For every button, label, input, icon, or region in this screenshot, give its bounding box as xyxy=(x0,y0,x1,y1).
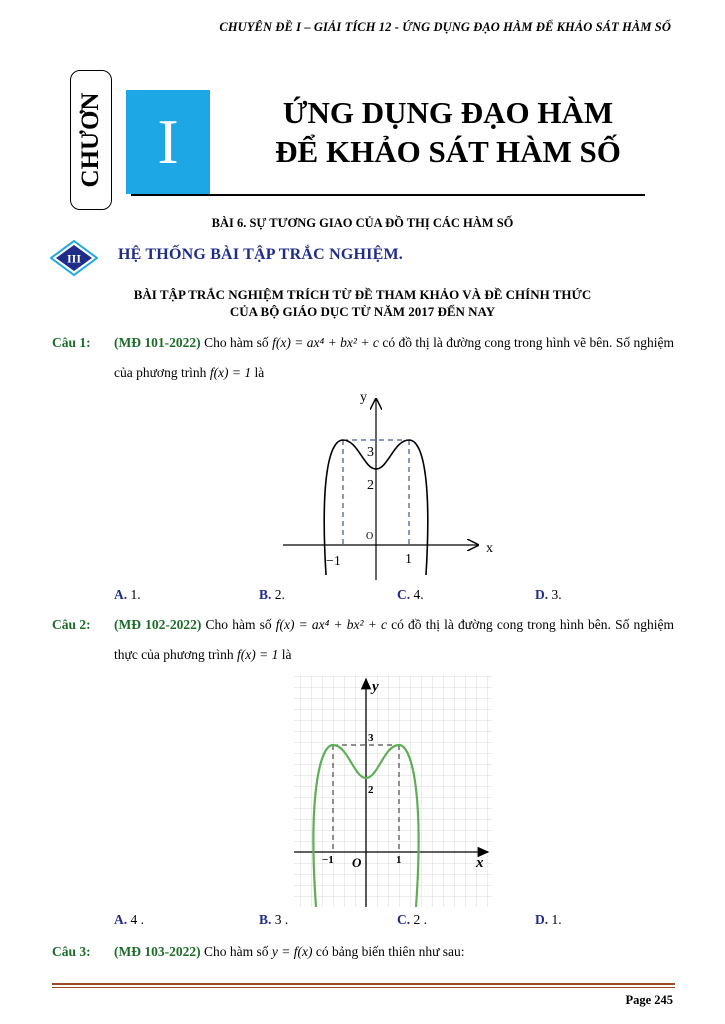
chapter-tab xyxy=(70,70,112,210)
q2-grid xyxy=(294,675,492,907)
exercise-heading-line1: BÀI TẬP TRẮC NGHIỆM TRÍCH TỪ ĐỀ THAM KHẢO VÀ ĐỀ CHÍNH THỨC xyxy=(133,287,592,302)
q2-tick-neg: −1 xyxy=(322,854,334,866)
question-1-option-c[interactable] xyxy=(397,587,424,603)
question-1-option-b[interactable] xyxy=(259,587,285,603)
question-2-option-a[interactable] xyxy=(114,912,144,928)
option-letter: C. xyxy=(397,912,411,927)
question-3-text-b: có bảng biến thiên như sau: xyxy=(312,944,465,959)
q1-y-max-label: 3 xyxy=(367,445,374,460)
question-3-function: y = f(x) xyxy=(271,944,313,959)
page-number: Page 245 xyxy=(625,993,673,1007)
option-value: 2. xyxy=(271,587,285,602)
running-header: CHUYÊN ĐỀ I – GIẢI TÍCH 12 - ỨNG DỤNG ĐẠO HÀM ĐỂ KHẢO SÁT HÀM SỐ xyxy=(219,20,671,34)
question-1-option-d[interactable] xyxy=(535,587,562,603)
question-2-option-d[interactable] xyxy=(535,912,562,928)
chapter-numeral: I xyxy=(126,90,210,194)
q2-origin-label: O xyxy=(352,855,362,870)
lesson-title: BÀI 6. SỰ TƯƠNG GIAO CỦA ĐỒ THỊ CÁC HÀM SỐ xyxy=(211,216,514,230)
question-2-text-b: có đồ thị là đường cong trong hình bên. Số nghiệm thực của phương trình xyxy=(114,617,674,662)
footer-rule xyxy=(52,983,675,985)
option-value: 1. xyxy=(127,587,141,602)
chapter-title xyxy=(228,94,668,172)
q1-y-min-label: 2 xyxy=(367,478,374,493)
question-3-source: (MĐ 103-2022) xyxy=(114,944,201,959)
section-badge-text: III xyxy=(66,251,82,266)
q1-y-label: y xyxy=(360,390,367,405)
q2-x-label: x xyxy=(476,855,484,871)
title-rule xyxy=(131,194,645,196)
q2-tick-pos: 1 xyxy=(396,854,402,866)
question-1-label: Câu 1: xyxy=(52,335,91,350)
question-1-source: (MĐ 101-2022) xyxy=(114,335,201,350)
question-1-option-a[interactable] xyxy=(114,587,141,603)
question-1-text xyxy=(114,328,674,388)
question-2-text-c: là xyxy=(278,647,292,662)
question-1-text-b: có đồ thị là đường cong trong hình vẽ bên. Số nghiệm của phương trình xyxy=(114,335,674,380)
option-letter: A. xyxy=(114,587,128,602)
q1-x-label: x xyxy=(486,541,493,556)
option-letter: A. xyxy=(114,912,128,927)
q1-tick-pos: 1 xyxy=(405,552,412,567)
question-3-text xyxy=(114,937,674,967)
section-badge xyxy=(50,240,98,276)
question-2-text xyxy=(114,610,674,670)
q1-tick-neg: −1 xyxy=(326,554,341,569)
question-1-text-a: Cho hàm số xyxy=(200,335,273,350)
question-2-source: (MĐ 102-2022) xyxy=(114,617,202,632)
option-letter: D. xyxy=(535,912,549,927)
exercise-heading xyxy=(0,287,725,321)
question-1-graph xyxy=(278,385,508,585)
section-title: HỆ THỐNG BÀI TẬP TRẮC NGHIỆM. xyxy=(118,246,403,263)
option-value: 3. xyxy=(548,587,562,602)
question-3-text-a: Cho hàm số xyxy=(200,944,272,959)
footer-rule-thin xyxy=(52,987,675,988)
option-value: 4. xyxy=(410,587,424,602)
question-3-label: Câu 3: xyxy=(52,944,91,959)
question-1-function: f(x) = ax⁴ + bx² + c xyxy=(272,335,379,350)
option-letter: D. xyxy=(535,587,549,602)
chapter-tab-label: CHƯƠN xyxy=(77,92,104,188)
question-1-equation: f(x) = 1 xyxy=(209,365,252,380)
question-2-equation: f(x) = 1 xyxy=(237,647,279,662)
chapter-title-line2: ĐỂ KHẢO SÁT HÀM SỐ xyxy=(275,133,621,169)
question-2-graph xyxy=(294,675,492,907)
question-2-text-a: Cho hàm số xyxy=(201,617,276,632)
option-letter: B. xyxy=(259,587,272,602)
chapter-title-line1: ỨNG DỤNG ĐẠO HÀM xyxy=(282,95,614,130)
option-value: 1. xyxy=(548,912,562,927)
question-1-text-c: là xyxy=(251,365,265,380)
option-value: 4 . xyxy=(127,912,144,927)
question-2-function: f(x) = ax⁴ + bx² + c xyxy=(275,617,387,632)
question-2-option-c[interactable] xyxy=(397,912,427,928)
option-value: 2 . xyxy=(410,912,427,927)
option-letter: B. xyxy=(259,912,272,927)
option-letter: C. xyxy=(397,587,411,602)
exercise-heading-line2: CỦA BỘ GIÁO DỤC TỪ NĂM 2017 ĐẾN NAY xyxy=(229,303,496,319)
q2-y-label: y xyxy=(372,679,379,695)
option-value: 3 . xyxy=(271,912,289,927)
q1-origin-label: O xyxy=(366,531,374,542)
q2-y-min-label: 2 xyxy=(368,784,374,796)
question-2-label: Câu 2: xyxy=(52,617,91,632)
q2-y-max-label: 3 xyxy=(368,732,374,744)
question-2-option-b[interactable] xyxy=(259,912,288,928)
